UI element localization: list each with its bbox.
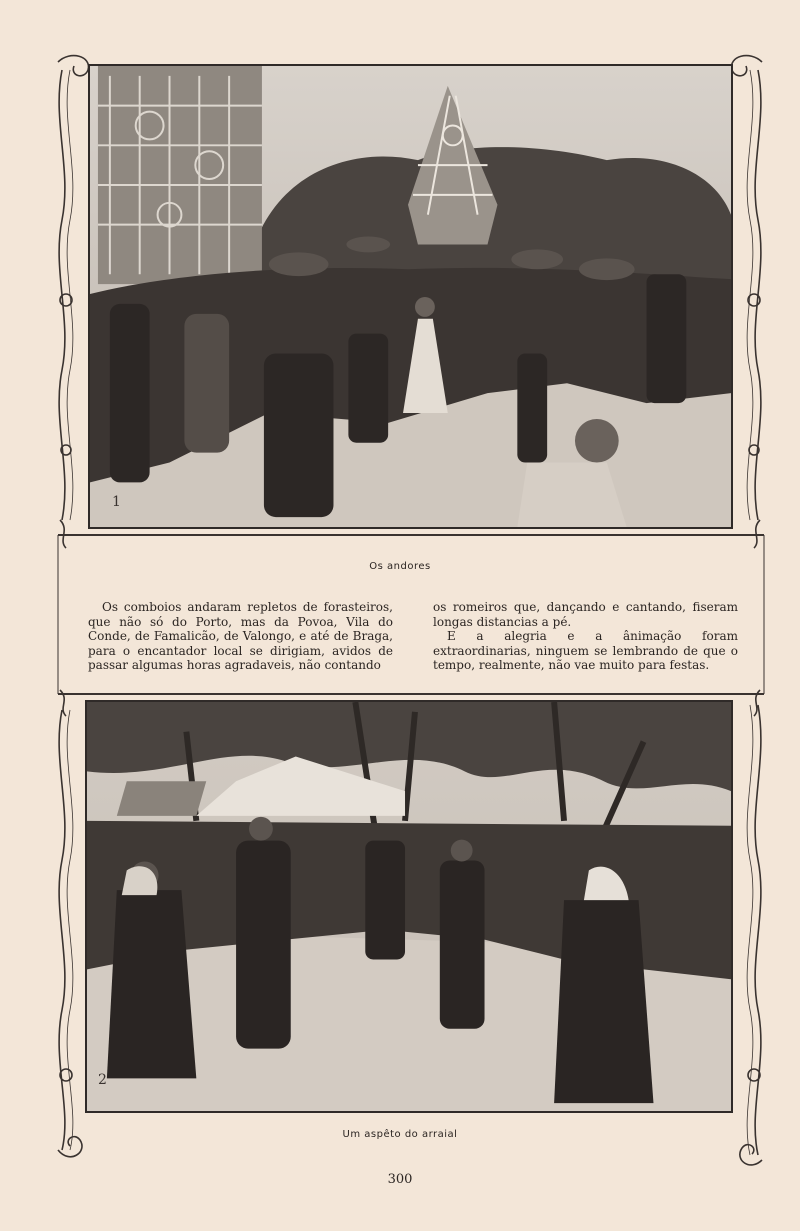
text-column-right [433, 600, 738, 673]
page-number: 300 [387, 1172, 413, 1187]
text-column-left [88, 600, 393, 673]
photo-fair-crowd [85, 700, 733, 1113]
photo-caption: Um aspêto do arraial [342, 1129, 458, 1140]
photo-number: 2 [98, 1072, 107, 1088]
photo-procession-crowd [88, 64, 733, 529]
paragraph: E a alegria e a ânimação foram extraordinarias, ninguem se lembrando de que o tempo, realmente, não vae muito para festas. [433, 629, 738, 672]
paragraph: os romeiros que, dançando e cantando, fiseram longas distancias a pé. [433, 600, 738, 629]
photo-caption: Os andores [369, 561, 431, 572]
paragraph: Os comboios andaram repletos de forasteiros, que não só do Porto, mas da Povoa, Vila do Conde, de Famalicão, de Valongo, e até de Braga, para o encantador local se dirigiam, avidos de passar algumas horas agradaveis, não contando [88, 600, 393, 672]
article-body [88, 600, 738, 673]
photo-number: 1 [112, 494, 121, 510]
